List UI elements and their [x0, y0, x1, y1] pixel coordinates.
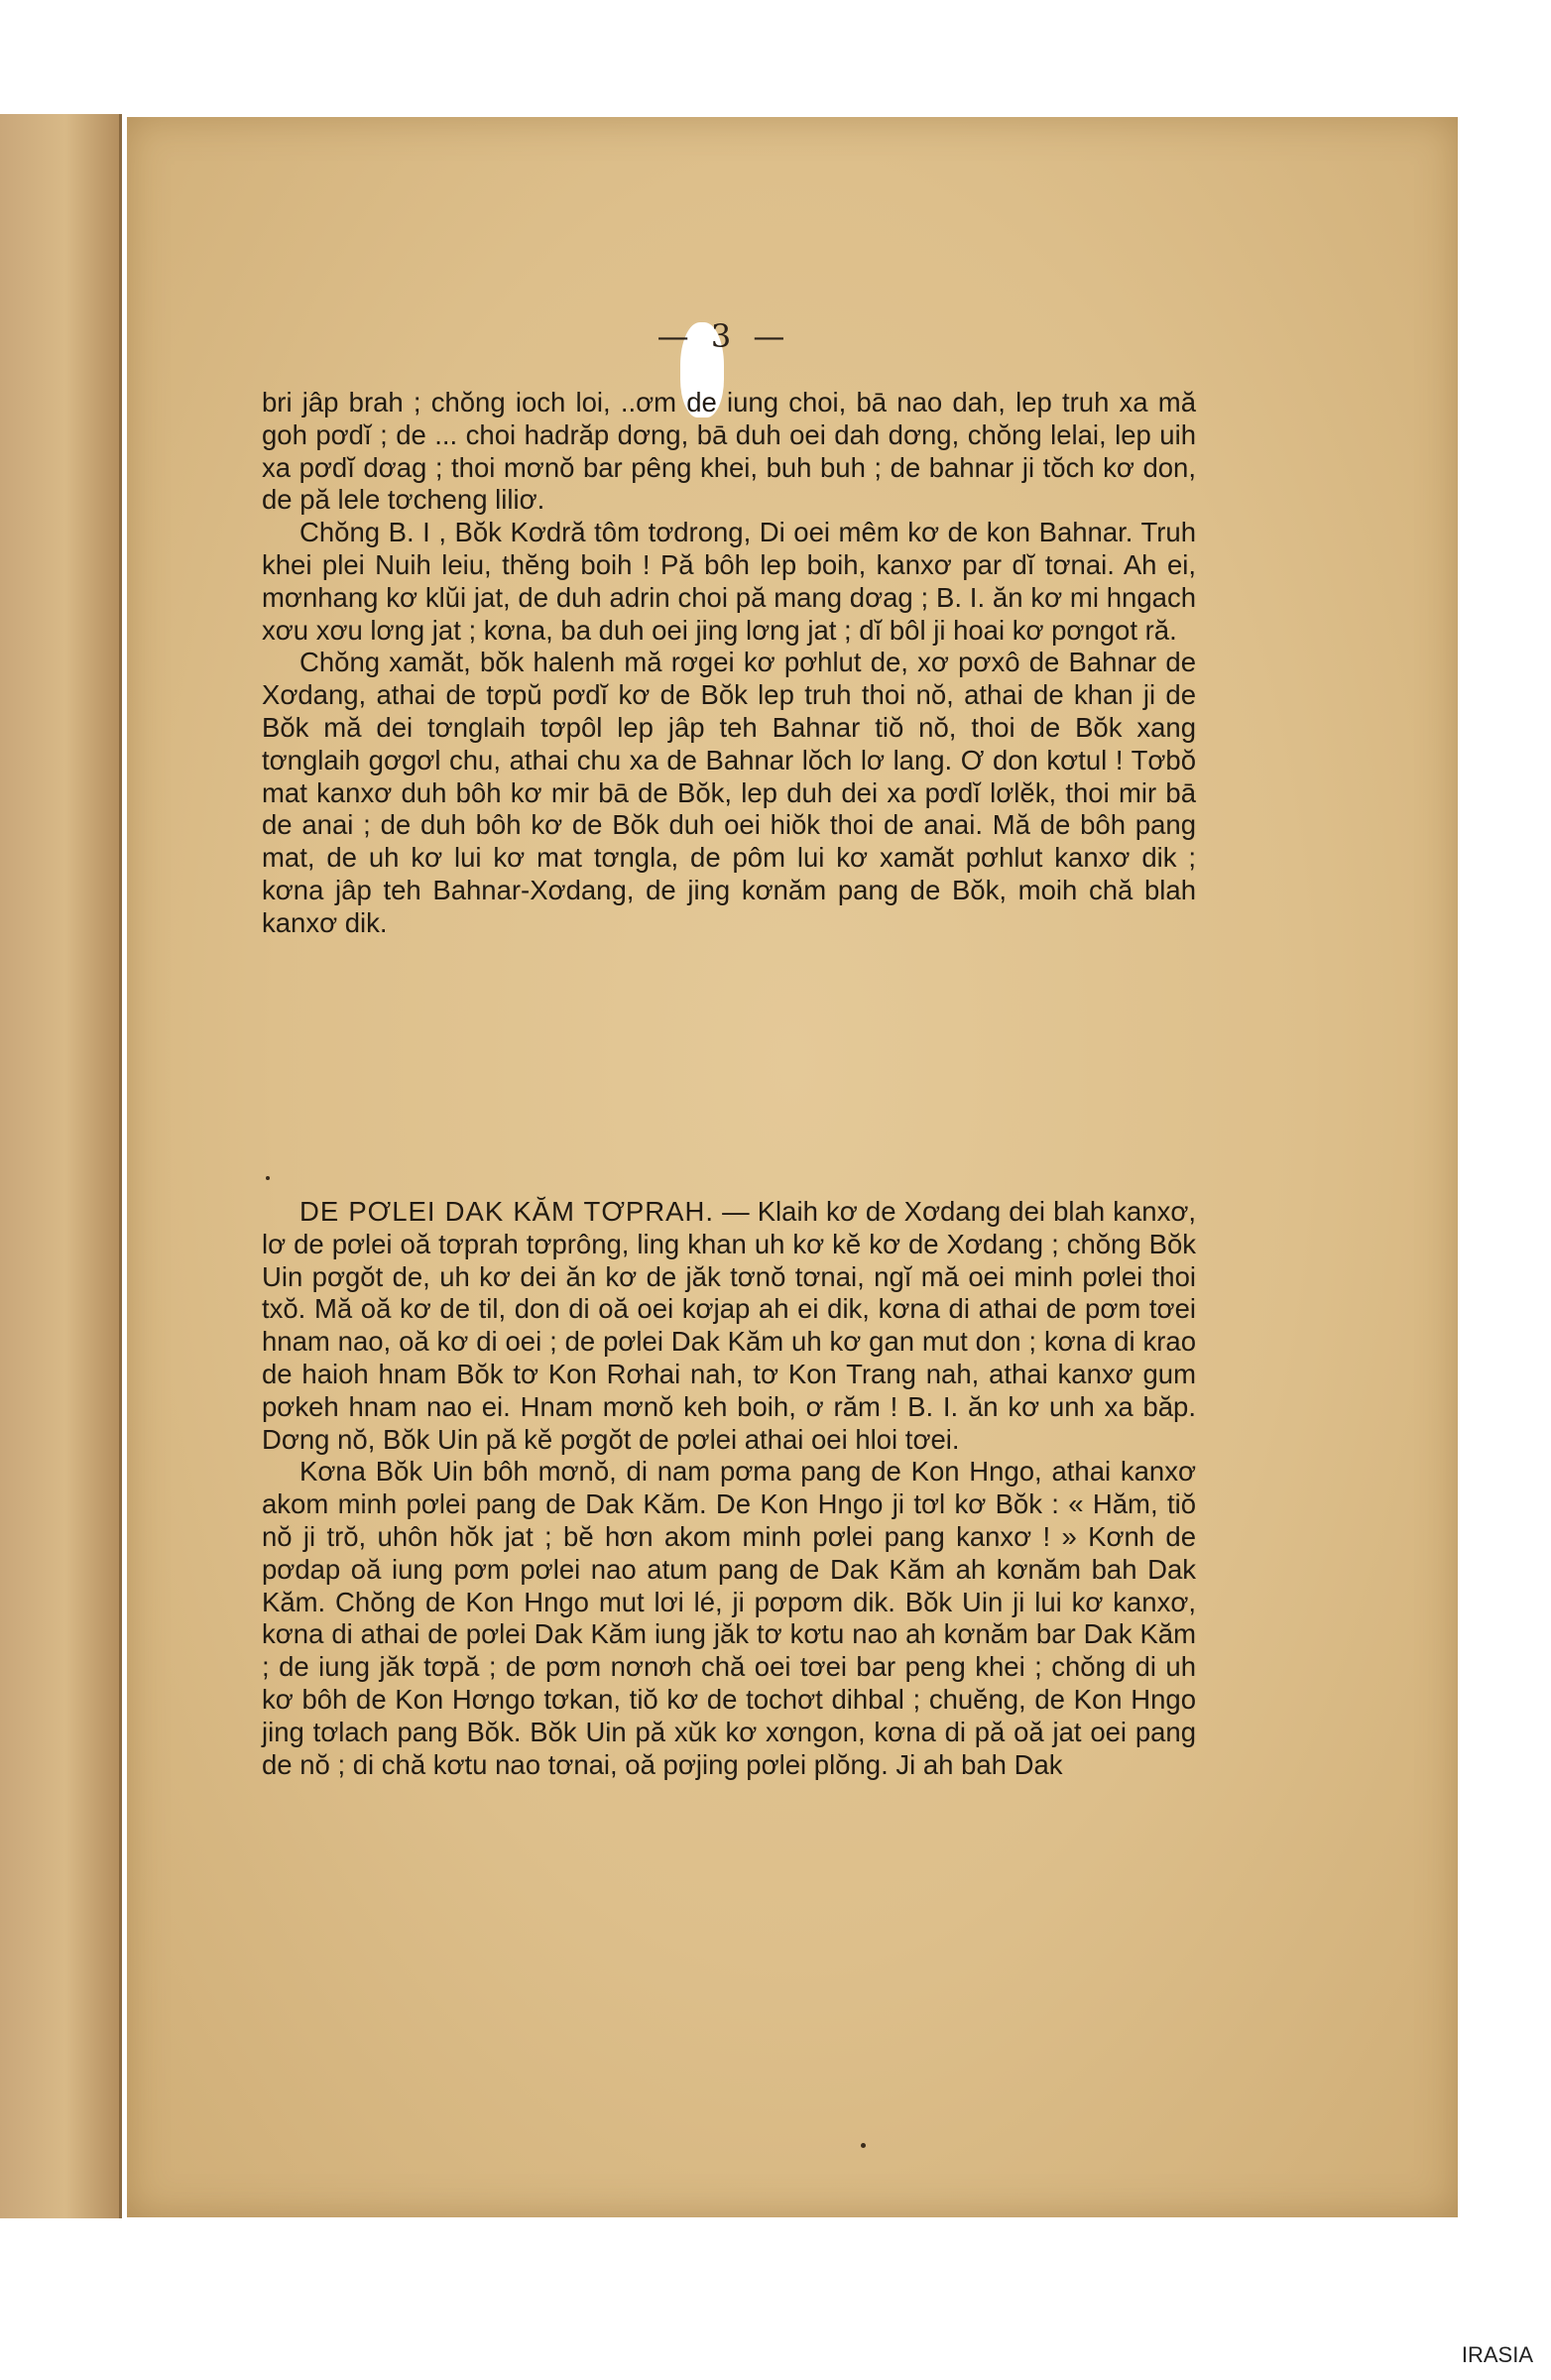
section-2	[262, 1196, 1196, 1781]
paragraph-4-text: Klaih kơ de Xơdang dei blah kanxơ, lơ de pơlei oă tơprah tơprông, ling khan uh kơ kĕ kơ de Xơdang ; chŏng Bŏk Uin pơgŏt de, uh kơ dei ăn kơ de jăk tơnŏ tơnai, ngĭ mă oei minh pơlei thoi txŏ. Mă oă kơ de til, don di oă oei kơjap ah ei dik, kơna di athai de pơm tơei hnam nao, oă kơ di oei ; de pơlei Dak Kăm uh kơ gan mut don ; kơna di krao de haioh hnam Bŏk tơ Kon Rơhai nah, tơ Kon Trang nah, athai kanxơ gum pơkeh hnam nao ei. Hnam mơnŏ keh boih, ơ răm ! B. I. ăn kơ unh xa băp. Dơng nŏ, Bŏk Uin pă kĕ pơgŏt de pơlei athai oei hloi tơei.	[262, 1196, 1196, 1455]
left-page-edge	[0, 114, 122, 2218]
paragraph-4	[262, 1196, 1196, 1456]
section-heading: DE PƠLEI DAK KĂM TƠPRAH.	[299, 1196, 714, 1227]
paragraph-3: Chŏng xamăt, bŏk halenh mă rơgei kơ pơhlut de, xơ pơxô de Bahnar de Xơdang, athai de tơpŭ pơdĭ kơ de Bŏk lep truh thoi nŏ, athai de khan ji de Bŏk mă dei tơnglaih tơpôl lep jâp teh Bahnar tiŏ nŏ, thoi de Bŏk xang tơnglaih gơgơl chu, athai chu xa de Bahnar lŏch lơ lang. Ơ don kơtul ! Tơbŏ mat kanxơ duh bôh kơ mir bā de Bŏk, lep duh dei xa pơdĭ lơlĕk, thoi mir bā de anai ; de duh bôh kơ de Bŏk duh oei hiŏk thoi de anai. Mă de bôh pang mat, de uh kơ lui kơ mat tơngla, de pôm lui kơ xamăt pơhlut kanxơ dik ; kơna jâp teh Bahnar-Xơdang, de jing kơnăm pang de Bŏk, moih chă blah kanxơ dik.	[262, 647, 1196, 938]
page-number: — 3 —	[656, 317, 791, 355]
heading-dash: —	[713, 1196, 758, 1227]
paragraph-2: Chŏng B. I , Bŏk Kơdră tôm tơdrong, Di oei mêm kơ de kon Bahnar. Truh khei plei Nuih leiu, thĕng boih ! Pă bôh lep boih, kanxơ par dĭ tơnai. Ah ei, mơnhang kơ klŭi jat, de duh adrin choi pă mang dơag ; B. I. ăn kơ mi hngach xơu xơu lơng jat ; kơna, ba duh oei jing lơng jat ; dĭ bôl ji hoai kơ pơngot ră.	[262, 517, 1196, 646]
watermark: IRASIA	[1461, 2342, 1533, 2367]
paragraph-5: Kơna Bŏk Uin bôh mơnŏ, di nam pơma pang de Kon Hngo, athai kanxơ akom minh pơlei pang de Dak Kăm. De Kon Hngo ji tơl kơ Bŏk : « Hăm, tiŏ nŏ ji trŏ, uhôn hŏk jat ; bĕ hơn akom minh pơlei pang kanxơ ! » Kơnh de pơdap oă iung pơm pơlei nao atum pang de Dak Kăm ah kơnăm bah Dak Kăm. Chŏng de Kon Hngo mut lơi lé, ji pơpơm dik. Bŏk Uin ji lui kơ kanxơ, kơna di athai de pơlei Dak Kăm iung jăk tơ kơtu nao ah kơnăm bar Dak Kăm ; de iung jăk tơpă ; de pơm nơnơh chă oei tơei bar peng khei ; chŏng di uh kơ bôh de Kon Hơngo tơkan, tiŏ kơ de tochơt dihbal ; chuĕng, de Kon Hngo jing tơlach pang Bŏk. Bŏk Uin pă xŭk kơ xơngon, kơna di pă oă jat oei pang de nŏ ; di chă kơtu nao tơnai, oă pơjing pơlei plŏng. Ji ah bah Dak	[262, 1456, 1196, 1780]
paragraph-1: bri jâp brah ; chŏng ioch loi, ..ơm de iung choi, bā nao dah, lep truh xa mă goh pơdĭ ; de ... choi hadrăp dơng, bā duh oei dah dơng, chŏng lelai, lep uih xa pơdĭ dơag ; thoi mơnŏ bar pêng khei, buh buh ; de bahnar ji tŏch kơ don, de pă lele tơcheng liliơ.	[262, 387, 1196, 516]
section-1	[262, 387, 1196, 940]
ink-speck	[266, 1176, 270, 1180]
ink-speck	[861, 2143, 866, 2148]
